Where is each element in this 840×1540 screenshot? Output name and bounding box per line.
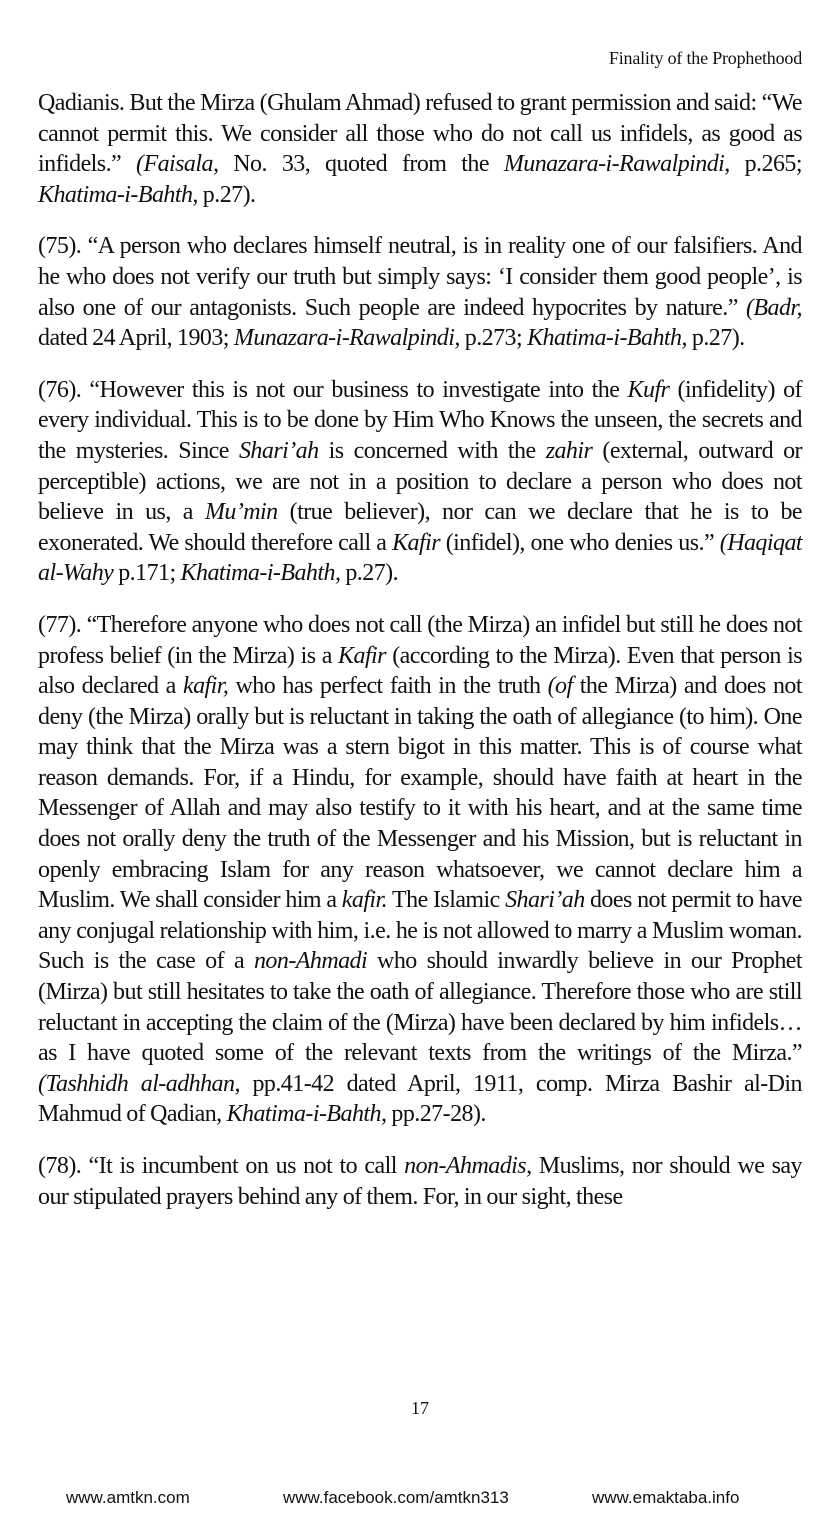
- text-run: p.27).: [340, 560, 399, 587]
- text-run: Qadianis. But the Mirza (Ghulam Ahmad) refused to grant permission and said: “We cannot permit this. We consider all those who do not call us infidels, as good as infidels.”: [38, 90, 802, 178]
- italic-text-run: (Haqiqat al-Wahy: [38, 529, 803, 587]
- text-run: p.27).: [197, 181, 256, 208]
- text-run: No. 33, quoted from the: [218, 151, 504, 178]
- italic-text-run: kafir.: [341, 887, 388, 914]
- text-run: (true believer), nor can we declare that he is to be exonerated. We should therefore call a: [38, 499, 802, 556]
- paragraph-76: [38, 375, 802, 589]
- italic-text-run: Mu’min: [204, 499, 278, 526]
- italic-text-run: (of: [547, 673, 573, 700]
- text-run: (infidelity) of every individual. This is to be done by Him Who Knows the unseen, the secrets and the mysteries. Since: [38, 376, 803, 464]
- italic-text-run: Kafir: [338, 642, 386, 669]
- italic-text-run: Khatima-i-Bahth,: [180, 560, 341, 587]
- italic-text-run: zahir: [545, 437, 593, 464]
- italic-text-run: Khatima-i-Bahth,: [38, 181, 198, 208]
- italic-text-run: non-Ahmadis,: [404, 1153, 532, 1179]
- paragraph-78: [38, 1151, 802, 1212]
- text-run: (76). “However this is not our business to investigate into the: [38, 376, 628, 403]
- text-run: p.265;: [729, 151, 802, 178]
- text-run: p.273;: [459, 325, 528, 352]
- text-run: (78). “It is incumbent on us not to call: [38, 1153, 405, 1179]
- text-run: who has perfect faith in the truth: [228, 673, 548, 700]
- italic-text-run: Munazara-i-Rawalpindi,: [503, 151, 730, 178]
- text-run: p.27).: [686, 325, 745, 352]
- italic-text-run: non-Ahmadi: [253, 948, 368, 975]
- text-run: p.171;: [113, 560, 181, 587]
- italic-text-run: kafir,: [182, 673, 229, 700]
- footer-link-amtkn[interactable]: www.amtkn.com: [66, 1488, 190, 1507]
- running-header-title: Finality of the Prophethood: [608, 48, 802, 68]
- text-run: does not permit to have any conjugal relationship with him, i.e. he is not allowed to marry a Muslim woman. Such is the case of a: [38, 887, 803, 975]
- italic-text-run: Shari’ah: [238, 437, 319, 464]
- italic-text-run: (Faisala,: [136, 151, 219, 178]
- italic-text-run: (Tashhidh al-adhhan,: [38, 1070, 240, 1097]
- text-run: dated 24 April, 1903;: [38, 325, 234, 352]
- text-run: (75). “A person who declares himself neutral, is in reality one of our falsifiers. And he who does not verify our truth but simply says: ‘I consider them good people’, is also one of our antagonists. Such people are indeed hypocrites by nature.”: [38, 233, 802, 321]
- text-run: is concerned with the: [318, 437, 546, 464]
- italic-text-run: Khatima-i-Bahth,: [226, 1101, 387, 1128]
- paragraph-75: [38, 231, 802, 353]
- paragraph-77: [38, 610, 802, 1130]
- italic-text-run: (Badr,: [745, 294, 802, 321]
- text-run: who should inwardly believe in our Prophet (Mirza) but still hesitates to take the oath of allegiance. Therefore those who are still reluctant in accepting the claim of the (Mirza) have been declared by him infidels… as I have quoted some of the relevant texts from the writings of the Mirza.”: [38, 948, 802, 1067]
- footer-link-emaktaba[interactable]: www.emaktaba.info: [592, 1488, 740, 1507]
- text-run: Muslims, nor should we say our stipulated prayers behind any of them. For, in our sight, these: [38, 1153, 802, 1210]
- text-run: pp.41-42 dated April, 1911, comp. Mirza Bashir al-Din Mahmud of Qadian,: [38, 1070, 802, 1128]
- text-run: (according to the Mirza). Even that person is also declared a: [38, 642, 803, 700]
- text-run: The Islamic: [387, 887, 506, 914]
- page-body: [38, 88, 802, 1233]
- text-run: the Mirza) and does not deny (the Mirza) orally but is reluctant in taking the oath of allegiance (to him). One may think that the Mirza was a stern bigot in this matter. This is of course what reason demands. For, if a Hindu, for example, should have faith at heart in the Messenger of Allah and may also testify to it with his heart, and at the same time does not orally deny the truth of the Messenger and his Mission, but is reluctant in openly embracing Islam for any reason whatsoever, we cannot declare him a Muslim. We shall consider him a: [38, 673, 802, 914]
- italic-text-run: Kufr: [627, 376, 670, 403]
- italic-text-run: Munazara-i-Rawalpindi,: [233, 325, 460, 352]
- text-run: (infidel), one who denies us.”: [440, 529, 720, 556]
- text-run: (77). “Therefore anyone who does not call (the Mirza) an infidel but still he does not profess belief (in the Mirza) is a: [38, 611, 802, 669]
- paragraph-continuation: [38, 88, 802, 210]
- text-run: pp.27-28).: [386, 1101, 486, 1128]
- italic-text-run: Kafir: [392, 529, 441, 556]
- italic-text-run: Shari’ah: [505, 887, 585, 914]
- footer-link-facebook[interactable]: www.facebook.com/amtkn313: [283, 1488, 509, 1507]
- text-run: (external, outward or perceptible) actions, we are not in a position to declare a person who does not believe in us, a: [38, 437, 802, 526]
- page-number: 17: [411, 1398, 429, 1418]
- italic-text-run: Khatima-i-Bahth,: [527, 325, 687, 352]
